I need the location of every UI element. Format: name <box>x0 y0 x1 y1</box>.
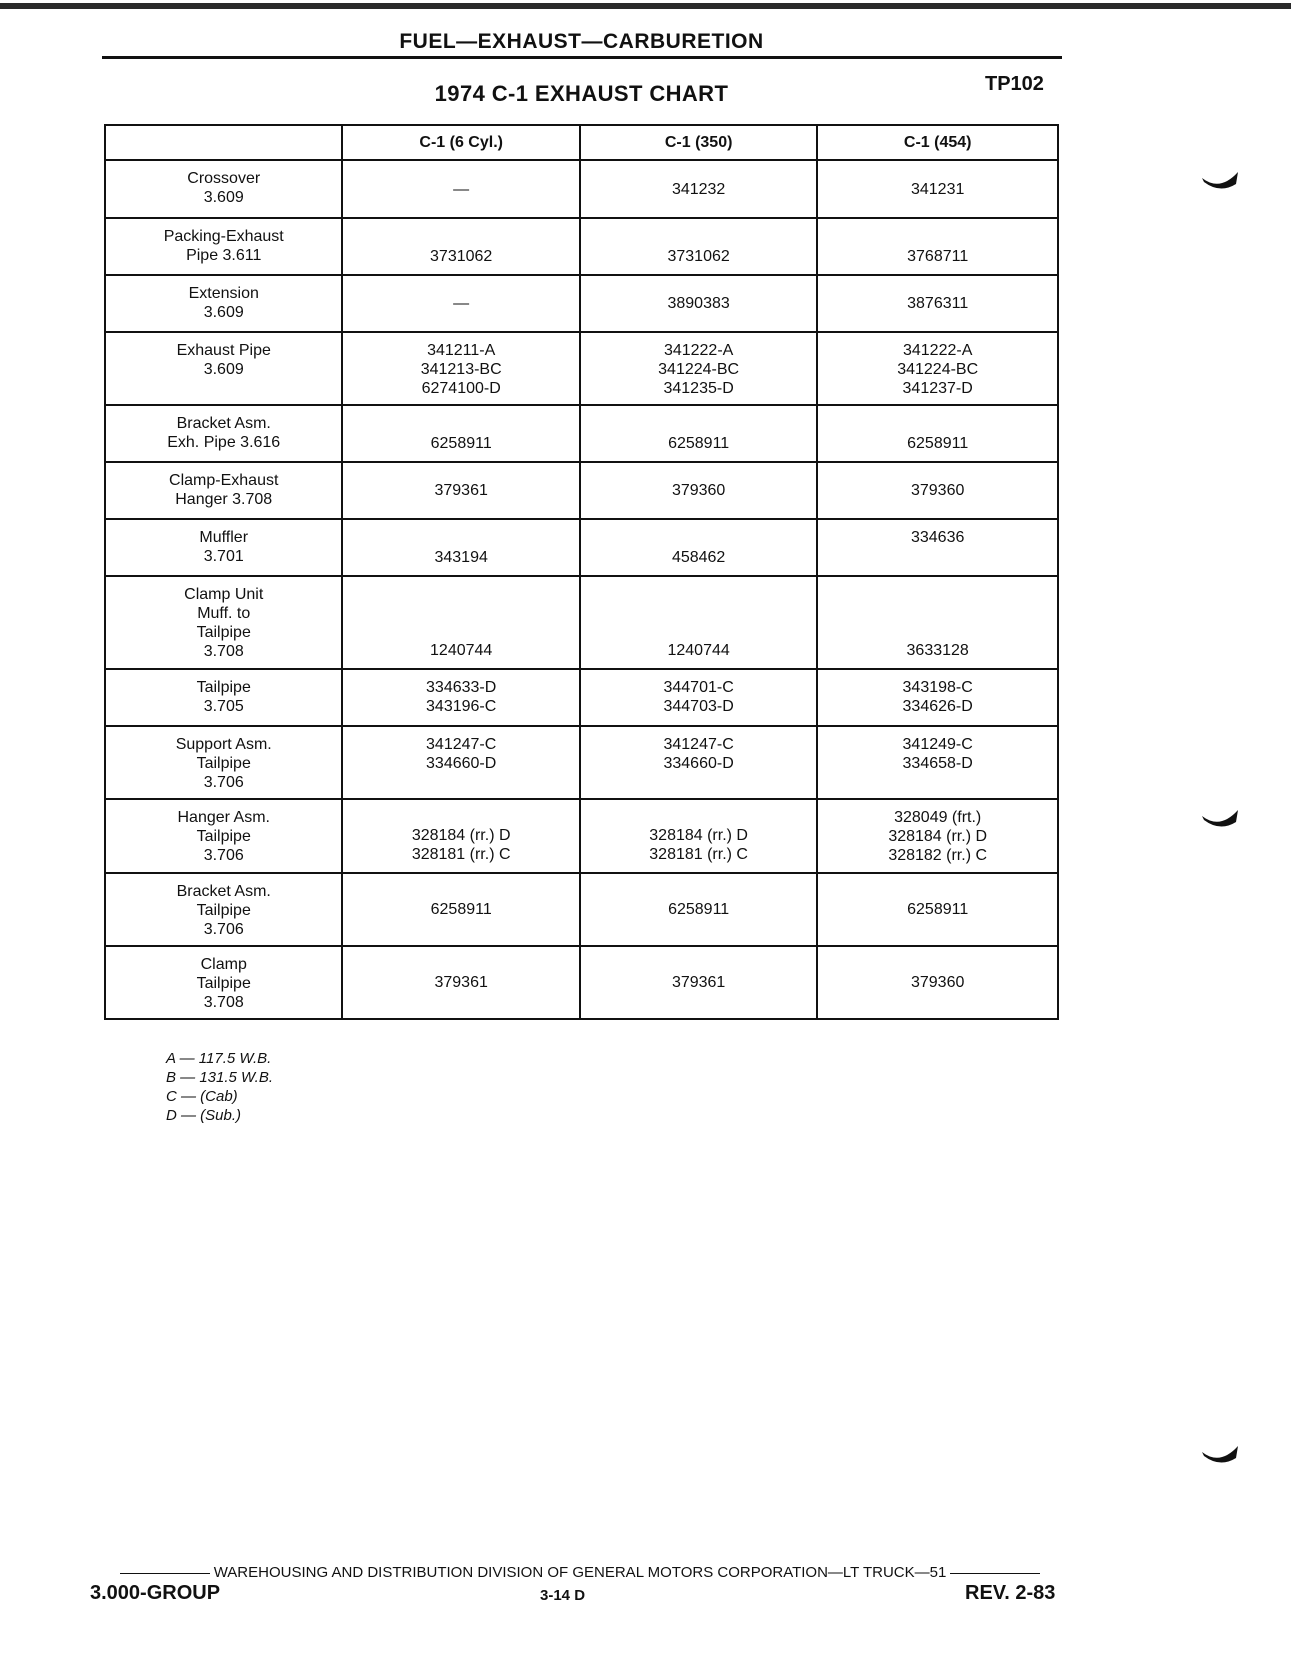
part-number-cell <box>342 576 579 669</box>
part-number: 341249-C <box>902 736 973 753</box>
part-number: 6258911 <box>430 901 492 918</box>
part-number: 341222-A <box>902 342 973 359</box>
table-row <box>105 873 1058 946</box>
row-label <box>105 462 342 519</box>
part-number: 343196-C <box>426 698 497 715</box>
punch-hole-mark <box>1200 808 1240 830</box>
part-number-cell <box>580 275 817 332</box>
row-label <box>105 275 342 332</box>
row-label-line: Bracket Asm. <box>176 883 271 900</box>
part-number-cell <box>342 669 579 726</box>
footer-revision: REV. 2-83 <box>965 1582 1056 1604</box>
part-number: 344703-D <box>663 698 734 715</box>
row-label-line: 3.708 <box>203 643 244 660</box>
row-label <box>105 218 342 275</box>
footnotes <box>166 1049 273 1125</box>
row-label <box>105 799 342 873</box>
part-number-cell <box>580 160 817 218</box>
row-label-line: 3.706 <box>203 774 244 791</box>
part-number: 379360 <box>910 974 965 991</box>
part-number-cell <box>817 462 1058 519</box>
footnote: D — (Sub.) <box>166 1107 242 1124</box>
row-label <box>105 519 342 576</box>
part-number-cell <box>817 275 1058 332</box>
part-number-cell <box>817 799 1058 873</box>
part-number-cell <box>342 275 579 332</box>
part-number-cell <box>580 946 817 1019</box>
row-label-line: Muffler <box>199 529 249 546</box>
row-label-line: Clamp <box>200 956 247 973</box>
section-title: FUEL—EXHAUST—CARBURETION <box>399 30 764 53</box>
part-number: — <box>453 180 470 198</box>
part-number: 341213-BC <box>420 361 502 378</box>
page-code: TP102 <box>985 73 1044 95</box>
footer-dash <box>120 1573 210 1574</box>
part-number: 379361 <box>434 482 488 499</box>
part-number-cell <box>342 332 579 405</box>
part-number-cell <box>817 332 1058 405</box>
row-label <box>105 160 342 218</box>
title-rule <box>102 56 1062 59</box>
part-number-cell <box>580 218 817 275</box>
part-number-cell <box>817 873 1058 946</box>
part-number: 343194 <box>434 549 488 566</box>
part-number: 334626-D <box>902 698 973 715</box>
part-number: 1240744 <box>667 642 730 659</box>
table-row <box>105 726 1058 799</box>
part-number: 328184 (rr.) D <box>649 827 748 844</box>
part-number-cell <box>580 332 817 405</box>
table-row <box>105 332 1058 405</box>
footnote: A — 117.5 W.B. <box>166 1050 272 1067</box>
part-number-cell <box>817 946 1058 1019</box>
punch-hole-mark <box>1200 1444 1240 1466</box>
row-label <box>105 946 342 1019</box>
row-label-line: Tailpipe <box>196 975 251 992</box>
row-label-line: Tailpipe <box>196 902 251 919</box>
part-number-cell <box>342 160 579 218</box>
part-number: 341247-C <box>426 736 497 753</box>
part-number-cell <box>342 873 579 946</box>
part-number: 3731062 <box>430 248 493 265</box>
row-label-line: 3.706 <box>203 921 244 938</box>
part-number-cell <box>342 726 579 799</box>
top-scan-rule <box>0 3 1291 9</box>
row-label-line: 3.706 <box>203 847 244 864</box>
part-number-cell <box>342 799 579 873</box>
part-number: 3768711 <box>907 248 969 265</box>
row-label-line: 3.708 <box>203 994 244 1011</box>
footnote: C — (Cab) <box>166 1088 238 1105</box>
part-number-cell <box>817 218 1058 275</box>
part-number-cell <box>342 405 579 462</box>
part-number-cell <box>342 946 579 1019</box>
row-label-line: 3.705 <box>203 698 244 715</box>
footer-group: 3.000-GROUP <box>90 1582 221 1604</box>
row-label-line: Support Asm. <box>175 736 272 753</box>
part-number: 334658-D <box>902 755 973 772</box>
part-number: 6258911 <box>430 435 492 452</box>
part-number: 379361 <box>671 974 726 991</box>
part-number-cell <box>580 726 817 799</box>
part-number: 343198-C <box>902 679 973 696</box>
row-label <box>105 873 342 946</box>
table-row <box>105 218 1058 275</box>
exhaust-chart-table <box>104 124 1059 1020</box>
row-label <box>105 669 342 726</box>
part-number: 3731062 <box>667 248 730 265</box>
row-label-line: Exhaust Pipe <box>176 342 271 359</box>
part-number: 341237-D <box>902 380 973 397</box>
part-number-cell <box>580 462 817 519</box>
part-number: 1240744 <box>430 642 493 659</box>
row-label-line: Hanger 3.708 <box>175 491 273 508</box>
row-label <box>105 332 342 405</box>
part-number: 328181 (rr.) C <box>649 846 748 863</box>
punch-hole-mark <box>1200 170 1240 192</box>
part-number: 6258911 <box>668 901 730 918</box>
row-label-line: Bracket Asm. <box>176 415 271 432</box>
part-number-cell <box>342 462 579 519</box>
part-number: 328049 (frt.) <box>894 809 982 826</box>
column-header: C-1 (454) <box>817 125 1058 160</box>
part-number: 334660-D <box>663 755 734 772</box>
row-label-line: 3.609 <box>203 361 244 378</box>
row-label-line: Pipe 3.611 <box>186 247 262 264</box>
part-number: 6258911 <box>907 901 969 918</box>
part-number-cell <box>580 519 817 576</box>
part-number-cell <box>817 160 1058 218</box>
part-number: 341222-A <box>663 342 734 359</box>
part-number: 379361 <box>434 974 488 991</box>
row-label <box>105 726 342 799</box>
part-number: 6258911 <box>668 435 730 452</box>
part-number: 328181 (rr.) C <box>411 846 511 863</box>
table-row <box>105 669 1058 726</box>
part-number-cell <box>580 405 817 462</box>
row-label <box>105 405 342 462</box>
part-number-cell <box>580 576 817 669</box>
row-label-line: Clamp-Exhaust <box>169 472 279 489</box>
part-number-cell <box>817 519 1058 576</box>
row-label-line: Tailpipe <box>196 828 251 845</box>
part-number: 341211-A <box>427 342 496 359</box>
footer-division-text: WAREHOUSING AND DISTRIBUTION DIVISION OF GENERAL MOTORS CORPORATION—LT TRUCK—51 <box>213 1564 947 1581</box>
part-number-cell <box>580 873 817 946</box>
part-number: 341224-BC <box>897 361 979 378</box>
table-row <box>105 275 1058 332</box>
row-label-line: Tailpipe <box>196 624 251 641</box>
table-header-row <box>105 125 1058 160</box>
row-label-line: Muff. to <box>197 605 251 622</box>
footer-dash <box>950 1573 1040 1574</box>
part-number: 334636 <box>910 529 965 546</box>
table-row <box>105 405 1058 462</box>
part-number: 341247-C <box>663 736 734 753</box>
table-body <box>105 160 1058 1019</box>
part-number: 458462 <box>671 549 726 566</box>
part-number: 334633-D <box>426 679 497 696</box>
table-row <box>105 519 1058 576</box>
part-number: 328184 (rr.) D <box>888 828 988 845</box>
row-label-line: Exh. Pipe 3.616 <box>167 434 281 451</box>
row-label-line: Hanger Asm. <box>177 809 270 826</box>
table-row <box>105 946 1058 1019</box>
column-header: C-1 (350) <box>580 125 817 160</box>
row-label-line: 3.701 <box>203 548 244 565</box>
part-number: 6258911 <box>907 435 969 452</box>
part-number-cell <box>817 576 1058 669</box>
row-label-line: Extension <box>188 285 259 302</box>
part-number-cell <box>580 799 817 873</box>
part-number-cell <box>342 519 579 576</box>
table-row <box>105 160 1058 218</box>
part-number: 341231 <box>910 180 965 198</box>
row-label-line: Crossover <box>187 170 261 187</box>
footer-page-number: 3-14 D <box>540 1587 586 1604</box>
part-number: 3633128 <box>906 642 969 659</box>
footnote: B — 131.5 W.B. <box>166 1069 273 1086</box>
column-header-blank <box>105 125 342 160</box>
row-label <box>105 576 342 669</box>
part-number: 344701-C <box>663 679 734 696</box>
part-number: 341224-BC <box>658 361 740 378</box>
row-label-line: Packing-Exhaust <box>163 228 284 245</box>
table-row <box>105 462 1058 519</box>
part-number-cell <box>817 726 1058 799</box>
row-label-line: Tailpipe <box>196 679 251 696</box>
part-number-cell <box>580 669 817 726</box>
part-number-cell <box>817 405 1058 462</box>
row-label-line: Clamp Unit <box>184 586 264 603</box>
column-header: C-1 (6 Cyl.) <box>342 125 579 160</box>
row-label-line: 3.609 <box>203 304 244 321</box>
part-number: 3876311 <box>907 295 969 312</box>
part-number: 341232 <box>671 180 726 198</box>
part-number: 3890383 <box>667 295 730 312</box>
chart-title: 1974 C-1 EXHAUST CHART <box>434 81 729 106</box>
footer-division-line <box>96 1564 1064 1581</box>
part-number: 341235-D <box>663 380 734 397</box>
part-number: 6274100-D <box>421 380 501 397</box>
part-number-cell <box>817 669 1058 726</box>
part-number: 328184 (rr.) D <box>411 827 511 844</box>
row-label-line: 3.609 <box>203 189 244 206</box>
part-number-cell <box>342 218 579 275</box>
part-number: 334660-D <box>426 755 497 772</box>
part-number: — <box>453 295 470 312</box>
table-row <box>105 799 1058 873</box>
part-number: 328182 (rr.) C <box>888 847 988 864</box>
table-row <box>105 576 1058 669</box>
row-label-line: Tailpipe <box>196 755 251 772</box>
part-number: 379360 <box>910 482 965 499</box>
part-number: 379360 <box>671 482 726 499</box>
